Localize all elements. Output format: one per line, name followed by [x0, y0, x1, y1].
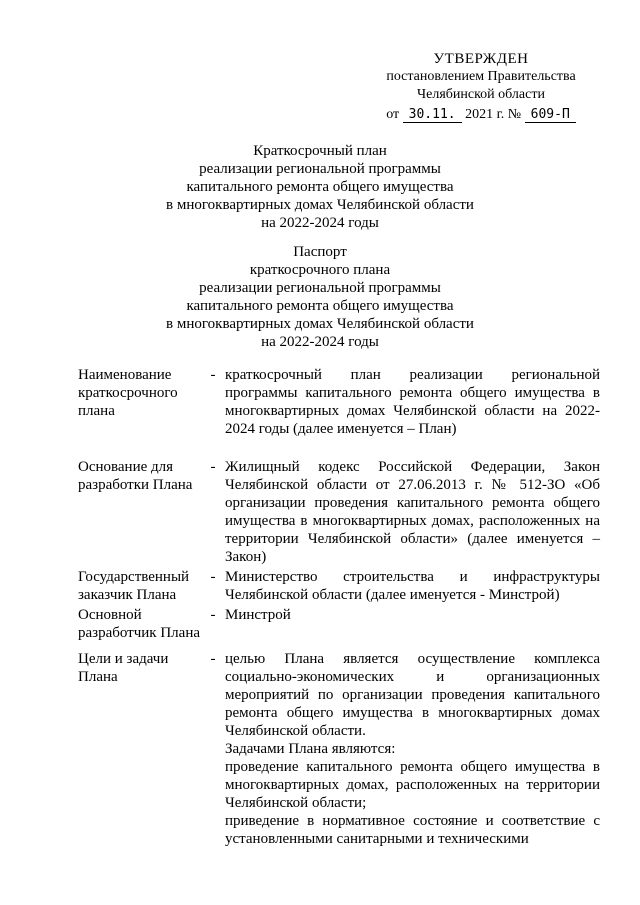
- passport-row-basis: [78, 458, 600, 566]
- row-label: Основание для разработки Плана: [78, 459, 193, 493]
- title-line: на 2022-2024 годы: [261, 215, 379, 231]
- row-paragraph: Задачами Плана являются:: [225, 741, 396, 757]
- row-paragraph: краткосрочный план реализации региональной программы капитального ремонта общего имущества в многоквартирных домах Челябинской области на 2022-2024 годы (далее именуется – План): [225, 367, 600, 437]
- row-value: [225, 568, 600, 604]
- passport-row-name: [78, 366, 600, 438]
- row-paragraph: Жилищный кодекс Российской Федерации, Закон Челябинской области от 27.06.2013 г. № 512-ЗО «Об организации проведения капитального ремонта общего имущества в многоквартирных домах, расположенных на территории Челябинской области» (далее именуется – Закон): [225, 459, 600, 565]
- passport-line: в многоквартирных домах Челябинской области: [166, 316, 474, 332]
- approval-heading: УТВЕРЖДЕН: [433, 51, 529, 67]
- row-value: [225, 458, 600, 566]
- title-line: реализации региональной программы: [199, 161, 441, 177]
- row-value: [225, 606, 600, 642]
- approval-year: 2021 г. №: [465, 107, 522, 122]
- approval-prefix: от: [386, 107, 400, 122]
- passport-table: [78, 366, 600, 868]
- row-paragraph: Министерство строительства и инфраструктуры Челябинской области (далее именуется - Минстрой): [225, 569, 600, 603]
- title-line: Краткосрочный план: [253, 143, 387, 159]
- approval-line-2: Челябинской области: [417, 87, 545, 102]
- document-title: [0, 142, 640, 232]
- passport-row-goals: [78, 650, 600, 848]
- row-dash: -: [210, 569, 216, 585]
- passport-line: Паспорт: [293, 244, 347, 260]
- row-dash: -: [210, 651, 216, 667]
- row-label: Наименование краткосрочного плана: [78, 367, 178, 419]
- row-paragraph: проведение капитального ремонта общего имущества в многоквартирных домах, расположенных на территории Челябинской области;: [225, 759, 600, 811]
- approval-line-1: постановлением Правительства: [386, 69, 576, 84]
- title-line: капитального ремонта общего имущества: [186, 179, 454, 195]
- approval-number: 609-П: [525, 107, 576, 123]
- row-value: [225, 366, 600, 438]
- title-line: в многоквартирных домах Челябинской области: [166, 197, 474, 213]
- row-dash: -: [210, 459, 216, 475]
- row-dash: -: [210, 367, 216, 383]
- passport-line: на 2022-2024 годы: [261, 334, 379, 350]
- row-label: Основной разработчик Плана: [78, 607, 200, 641]
- row-value: [225, 650, 600, 848]
- row-label: Государственный заказчик Плана: [78, 569, 190, 603]
- passport-row-customer: [78, 568, 600, 604]
- row-dash: -: [210, 607, 216, 623]
- approval-stamp: [366, 50, 596, 124]
- passport-line: капитального ремонта общего имущества: [186, 298, 454, 314]
- passport-title: [0, 243, 640, 351]
- row-paragraph: приведение в нормативное состояние и соответствие с установленными санитарными и техническими: [225, 813, 600, 847]
- row-paragraph: целью Плана является осуществление комплекса социально-экономических и организационных мероприятий по организации проведения капитального ремонта общего имущества в многоквартирных домах Челябинской области.: [225, 651, 600, 739]
- passport-row-developer: [78, 606, 600, 642]
- passport-line: краткосрочного плана: [249, 262, 391, 278]
- passport-line: реализации региональной программы: [199, 280, 441, 296]
- row-label: Цели и задачи Плана: [78, 651, 169, 685]
- row-paragraph: Минстрой: [225, 607, 291, 623]
- approval-date-line: [366, 106, 596, 124]
- approval-date: 30.11.: [403, 107, 462, 123]
